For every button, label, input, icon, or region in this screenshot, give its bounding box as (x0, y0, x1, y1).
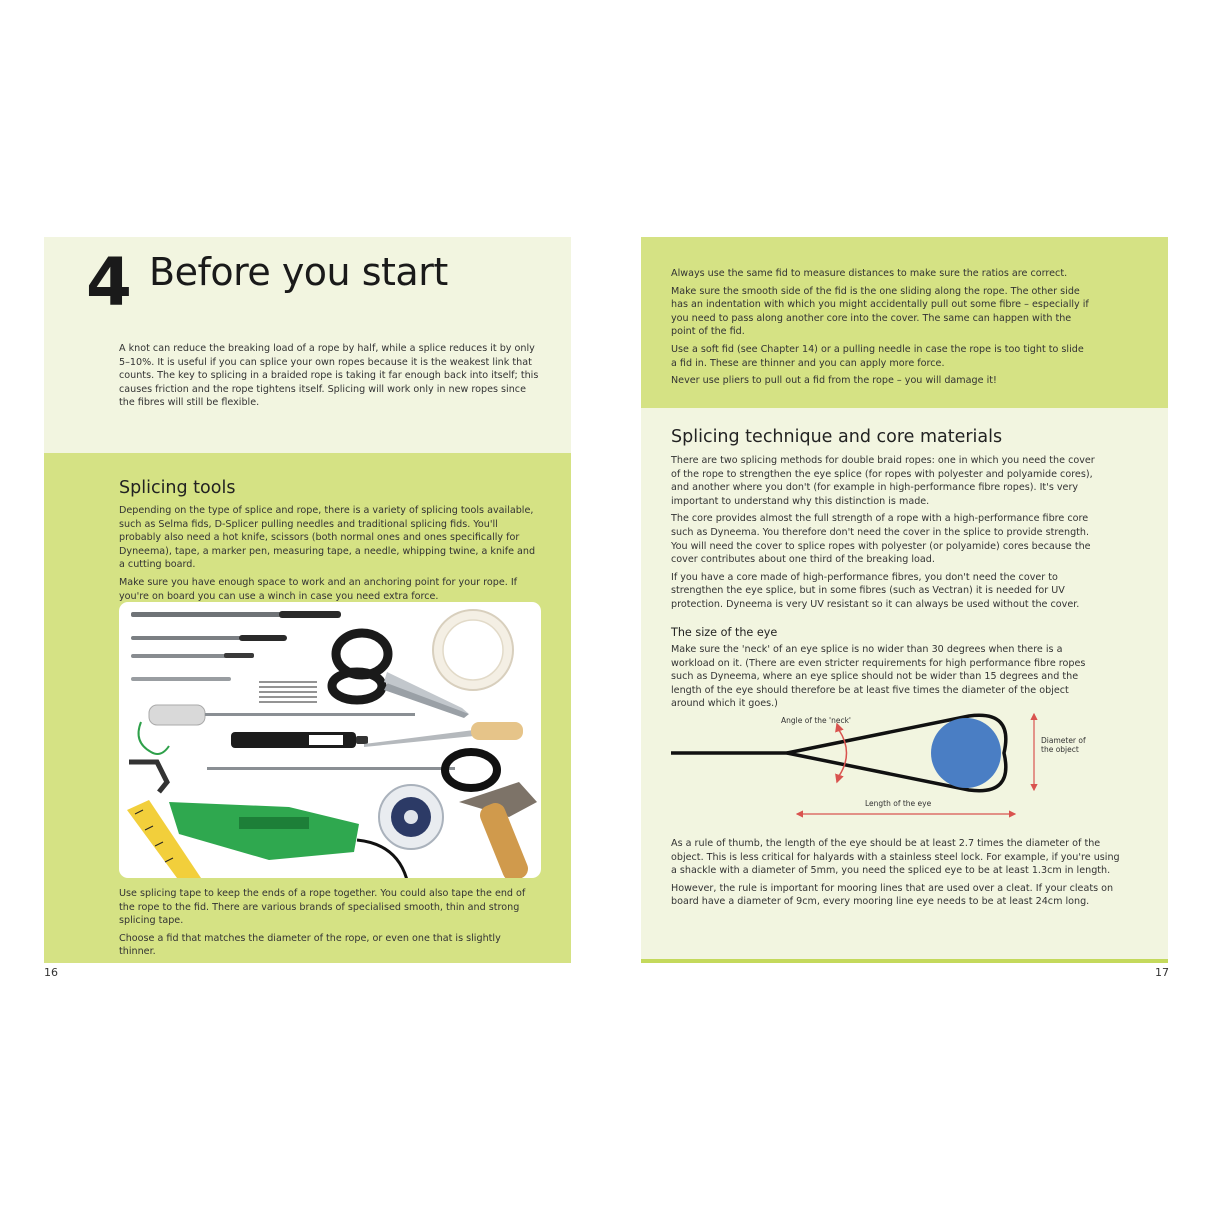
tip-paragraph: Always use the same fid to measure distances to make sure the ratios are correct. (671, 268, 1068, 279)
body-paragraph: Use splicing tape to keep the ends of a rope together. You could also tape the end of the rope to the fid. There are various brands of specialised smooth, thin and strong splicing tape. (119, 888, 526, 927)
splicing-tools-section (44, 453, 571, 963)
diameter-label-line-2: the object (1041, 745, 1079, 754)
body-paragraph: If you have a core made of high-performance fibres, you don't need the cover to strengthen the eye splice, but in some fibres (such as Vectran) it is needed for UV protection. Dyneema is very UV resistant so it can always be used without the cover. (671, 571, 1080, 610)
body-paragraph: Depending on the type of splice and rope, there is a variety of splicing tools available, such as Selma fids, D-Splicer pulling needles and traditional splicing fids. You'll probably also need a hot knife, scissors (both normal ones and ones specifically for Dyneema), tape, a marker pen, measuring tape, a needle, whipping twine, a knife and a cutting board. (119, 505, 536, 571)
object-circle (931, 718, 1001, 788)
eye-splice-diagram (669, 710, 1139, 830)
awl-icon (149, 705, 415, 725)
tools-illustration (119, 602, 541, 878)
marker-pen-icon (231, 732, 368, 748)
tips-text-block (671, 267, 1091, 388)
section-heading-splicing-tools: Splicing tools (119, 478, 236, 498)
right-page (641, 237, 1168, 963)
tape-roll-icon (433, 610, 513, 690)
body-paragraph: Make sure the 'neck' of an eye splice is no wider than 30 degrees when there is a workload on it. (There are even stricter requirements for high performance fibre ropes such as Dyneema, where an eye splice should not be wider than 15 degrees and the length of the eye should therefore be at least five times the diameter of the object around which it goes.) (671, 644, 1086, 710)
twine-spool-icon (379, 785, 443, 849)
left-page (44, 237, 571, 963)
body-paragraph: Make sure you have enough space to work and an anchoring point for your rope. If you're on board you can use a winch in case you need extra force. (119, 576, 518, 602)
neck-angle-arc (839, 730, 847, 776)
tools-text-block-2 (119, 887, 539, 959)
splicing-tools-photo (119, 602, 541, 878)
fid-icon (131, 611, 341, 681)
subheading-eye-size: The size of the eye (671, 626, 778, 639)
body-paragraph: However, the rule is important for mooring lines that are used over a cleat. If your cleats on board have a diameter of 9cm, every mooring line eye needs to be at least 24cm long. (671, 882, 1114, 908)
tip-paragraph: Use a soft fid (see Chapter 14) or a pulling needle in case the rope is too tight to slide a fid in. These are thinner and you can apply more force. (671, 343, 1084, 369)
chapter-header (44, 237, 571, 453)
intro-paragraph-block (119, 342, 539, 410)
whipping-twine-icon (139, 722, 169, 754)
length-label: Length of the eye (865, 799, 932, 808)
page-number-left: 16 (44, 966, 58, 979)
body-paragraph: There are two splicing methods for double braid ropes: one in which you need the cover of the rope to strengthen the eye splice (for ropes with polyester and polyamide cores), and another where you don't (for example in high-performance fibre ropes). It's very important to understand why this distinction is made. (671, 455, 1095, 507)
tips-box (641, 237, 1168, 408)
eye-text-block (671, 643, 1101, 711)
technique-text-block (671, 454, 1101, 612)
angle-label: Angle of the 'neck' (781, 716, 851, 725)
needles-icon (259, 682, 317, 702)
body-paragraph: Choose a fid that matches the diameter of the rope, or even one that is slightly thinner. (119, 932, 501, 958)
chapter-title: Before you start (149, 250, 448, 294)
chapter-number: 4 (86, 244, 132, 321)
section-heading-technique: Splicing technique and core materials (671, 427, 1003, 447)
rule-of-thumb-text-block (671, 837, 1121, 909)
knife-icon (364, 722, 523, 747)
tools-text-block (119, 504, 539, 603)
hammer-icon (459, 782, 537, 878)
body-paragraph: As a rule of thumb, the length of the eye should be at least 2.7 times the diameter of the object. This is less critical for halyards with a stainless steel lock. For example, if you're using a shackle with a diameter of 5mm, you need the spliced eye to be at least 1.3cm in length. (671, 838, 1120, 877)
tip-paragraph: Never use pliers to pull out a fid from the rope – you will damage it! (671, 375, 997, 387)
diameter-label-line-1: Diameter of (1041, 736, 1086, 745)
tip-paragraph: Make sure the smooth side of the fid is the one sliding along the rope. The other side has an indentation with which you might accidentally pull out some fibre – especially if you need to pass along another core into the cover. The same can happen with the point of the fid. (671, 285, 1089, 338)
intro-paragraph: A knot can reduce the breaking load of a rope by half, while a splice reduces it by only 5–10%. It is useful if you can splice your own ropes because it is the weakest link that counts. The key to splicing in a braided rope is taking it far enough back into itself; this causes friction and the rope tightens itself. Splicing will work only in new ropes since the fibres will still be flexible. (119, 343, 539, 409)
pulling-needle-icon (207, 752, 497, 788)
body-paragraph: The core provides almost the full strength of a rope with a high-performance fibre core such as Dyneema. You therefore don't need the cover in the splice to provide strength. You will need the cover to splice ropes with polyester (or polyamide) cores because the cover contributes about one third of the breaking load. (671, 513, 1091, 566)
page-number-right: 17 (1155, 966, 1169, 979)
